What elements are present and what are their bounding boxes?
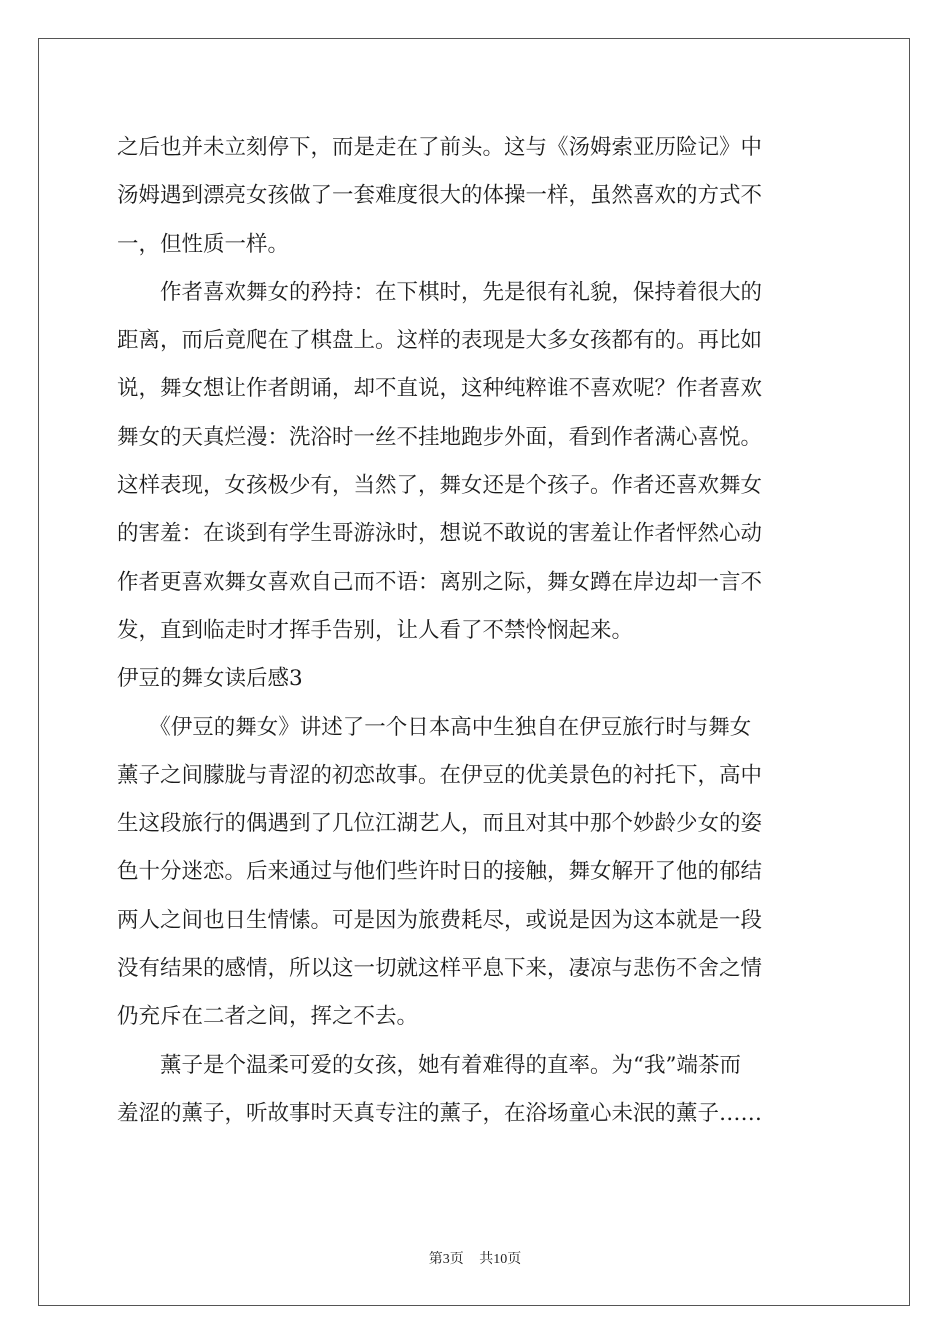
text-line: 作者更喜欢舞女喜欢自己而不语：离别之际，舞女蹲在岸边却一言不 [117,569,763,595]
text-line: 发，直到临走时才挥手告别，让人看了不禁怜悯起来。 [117,617,634,643]
text-line: 生这段旅行的偶遇到了几位江湖艺人，而且对其中那个妙龄少女的姿 [117,811,763,837]
text-line: 《伊豆的舞女》讲述了一个日本高中生独自在伊豆旅行时与舞女 [117,714,752,740]
text-line: 舞女的天真烂漫：洗浴时一丝不挂地跑步外面，看到作者满心喜悦。 [117,424,763,450]
text-line: 汤姆遇到漂亮女孩做了一套难度很大的体操一样，虽然喜欢的方式不 [117,183,763,209]
page-total: 共10页 [479,1252,522,1267]
text-line: 说，舞女想让作者朗诵，却不直说，这种纯粹谁不喜欢呢？作者喜欢 [117,376,763,402]
document-body [117,124,833,1138]
page-number: 第3页 [428,1252,464,1267]
text-line: 一，但性质一样。 [117,231,290,257]
text-line: 之后也并未立刻停下，而是走在了前头。这与《汤姆索亚历险记》中 [117,135,763,160]
text-line: 距离，而后竟爬在了棋盘上。这样的表现是大多女孩都有的。再比如 [117,328,763,354]
text-line: 没有结果的感情，所以这一切就这样平息下来，凄凉与悲伤不舍之情 [117,956,763,982]
text-line: 的害羞：在谈到有学生哥游泳时，想说不敢说的害羞让作者怦然心动 [117,521,763,547]
text-line: 两人之间也日生情愫。可是因为旅费耗尽，或说是因为这本就是一段 [117,907,763,933]
text-line: 色十分迷恋。后来通过与他们些许时日的接触，舞女解开了他的郁结 [117,859,763,885]
section-heading: 伊豆的舞女读后感3 [117,666,303,692]
text-line: 薰子是个温柔可爱的女孩，她有着难得的直率。为“我”端茶而 [117,1052,741,1078]
page-footer [0,1248,950,1268]
text-line: 这样表现，女孩极少有，当然了，舞女还是个孩子。作者还喜欢舞女 [117,473,763,499]
text-line: 仍充斥在二者之间，挥之不去。 [117,1004,419,1030]
text-line: 薰子之间朦胧与青涩的初恋故事。在伊豆的优美景色的衬托下，高中 [117,762,763,788]
text-line: 羞涩的薰子，听故事时天真专注的薰子，在浴场童心未泯的薰子…… [117,1100,763,1126]
text-line: 作者喜欢舞女的矜持：在下棋时，先是很有礼貌，保持着很大的 [117,279,763,305]
